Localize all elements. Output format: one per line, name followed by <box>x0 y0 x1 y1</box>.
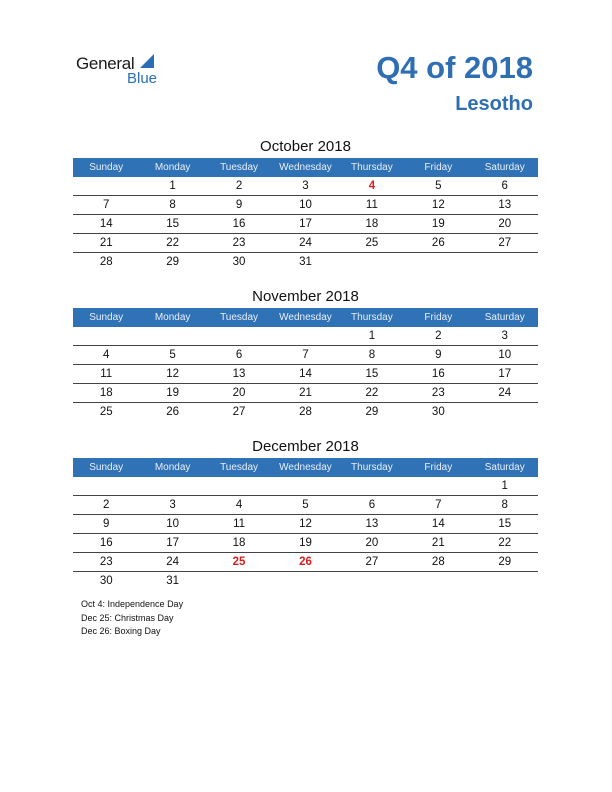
day-cell: 5 <box>169 349 176 361</box>
week-row <box>73 327 538 346</box>
day-cell <box>272 327 338 345</box>
day-cell: 24 <box>498 387 512 399</box>
day-cell: 12 <box>431 199 445 211</box>
month-title: November 2018 <box>252 288 359 305</box>
day-cell: 2 <box>103 499 110 511</box>
day-cell: 22 <box>365 387 379 399</box>
month-december <box>73 436 538 590</box>
day-cell: 12 <box>299 518 312 530</box>
day-cell: 9 <box>103 518 110 530</box>
weekday-label: Thursday <box>351 462 393 473</box>
day-cell: 21 <box>431 537 445 549</box>
weekday-label: Friday <box>424 312 453 323</box>
week-row <box>73 553 538 572</box>
day-cell <box>272 572 338 590</box>
day-cell: 19 <box>299 537 312 549</box>
day-cell: 6 <box>501 180 508 192</box>
week-row <box>73 534 538 553</box>
day-cell <box>405 572 471 590</box>
day-cell: 25 <box>365 237 379 249</box>
week-row <box>73 477 538 496</box>
holiday-day-cell: 26 <box>299 556 312 568</box>
day-cell <box>339 253 405 271</box>
day-cell: 30 <box>99 575 113 587</box>
week-row <box>73 515 538 534</box>
day-cell: 3 <box>302 180 309 192</box>
weekday-label: Monday <box>154 162 191 173</box>
day-cell <box>139 327 205 345</box>
week-row <box>73 196 538 215</box>
day-cell: 27 <box>232 406 246 418</box>
day-cell: 9 <box>435 349 442 361</box>
day-cell: 3 <box>501 330 508 342</box>
weekday-label: Wednesday <box>279 462 332 473</box>
day-cell: 30 <box>232 256 246 268</box>
day-cell: 6 <box>235 349 243 361</box>
day-cell: 9 <box>235 199 243 211</box>
day-cell: 7 <box>435 499 442 511</box>
day-cell: 1 <box>501 480 508 492</box>
day-cell: 28 <box>99 256 113 268</box>
day-cell: 19 <box>166 387 180 399</box>
day-cell <box>405 477 471 495</box>
weekday-label: Saturday <box>484 162 525 173</box>
day-cell: 18 <box>232 537 246 549</box>
day-cell: 20 <box>365 537 379 549</box>
day-cell: 10 <box>498 349 512 361</box>
day-cell: 10 <box>299 199 312 211</box>
day-cell: 7 <box>103 199 110 211</box>
day-cell: 15 <box>365 368 379 380</box>
day-cell <box>339 477 405 495</box>
day-cell: 16 <box>232 218 246 230</box>
day-cell: 8 <box>368 349 376 361</box>
day-cell: 29 <box>365 406 379 418</box>
day-cell <box>206 572 272 590</box>
day-cell: 21 <box>299 387 312 399</box>
day-cell: 11 <box>365 199 378 211</box>
day-cell <box>272 477 338 495</box>
day-cell: 24 <box>299 237 312 249</box>
week-row <box>73 384 538 403</box>
day-cell: 12 <box>166 368 180 380</box>
day-cell: 23 <box>431 387 445 399</box>
day-cell: 5 <box>302 499 309 511</box>
day-cell: 6 <box>368 499 376 511</box>
weekday-label: Monday <box>154 312 191 323</box>
day-cell: 27 <box>365 556 379 568</box>
day-cell: 23 <box>232 237 246 249</box>
weekday-label: Sunday <box>89 162 124 173</box>
month-november <box>73 286 538 421</box>
day-cell: 21 <box>99 237 113 249</box>
week-row <box>73 234 538 253</box>
day-cell: 13 <box>498 199 512 211</box>
day-cell <box>472 403 538 421</box>
day-cell <box>73 177 139 195</box>
weekday-header <box>73 158 538 177</box>
day-cell <box>206 327 272 345</box>
week-row <box>73 496 538 515</box>
weekday-label: Thursday <box>351 162 393 173</box>
month-title: December 2018 <box>252 438 359 455</box>
day-cell: 18 <box>99 387 113 399</box>
day-cell: 10 <box>166 518 180 530</box>
weekday-header <box>73 458 538 477</box>
weekday-label: Saturday <box>484 462 525 473</box>
day-cell: 28 <box>299 406 312 418</box>
weekday-label: Sunday <box>89 462 124 473</box>
day-cell: 19 <box>431 218 445 230</box>
weekday-label: Saturday <box>484 312 525 323</box>
holiday-notes <box>81 598 183 639</box>
logo-triangle-icon <box>140 54 154 68</box>
day-cell: 11 <box>233 518 246 530</box>
day-cell <box>139 477 205 495</box>
day-cell <box>405 253 471 271</box>
holiday-day-cell: 25 <box>232 556 246 568</box>
holiday-day-cell: 4 <box>368 180 376 192</box>
weekday-label: Tuesday <box>220 312 259 323</box>
day-cell: 28 <box>431 556 445 568</box>
day-cell: 13 <box>232 368 246 380</box>
week-row <box>73 346 538 365</box>
day-cell <box>73 327 139 345</box>
week-row <box>73 403 538 421</box>
day-cell: 30 <box>431 406 445 418</box>
day-cell: 3 <box>169 499 176 511</box>
weekday-label: Friday <box>424 162 453 173</box>
holiday-note: Dec 25: Christmas Day <box>81 612 174 623</box>
holiday-note: Dec 26: Boxing Day <box>81 626 161 636</box>
page-title: Q4 of 2018 <box>376 50 533 85</box>
weekday-label: Tuesday <box>220 462 259 473</box>
day-cell: 17 <box>498 368 512 380</box>
day-cell: 20 <box>498 218 512 230</box>
day-cell <box>206 477 272 495</box>
day-cell: 16 <box>431 368 445 380</box>
weekday-header <box>73 308 538 327</box>
day-cell: 22 <box>166 237 180 249</box>
day-cell: 1 <box>169 180 176 192</box>
logo <box>76 52 176 88</box>
day-cell: 11 <box>100 368 113 380</box>
weekday-label: Wednesday <box>279 162 332 173</box>
weekday-label: Monday <box>154 462 191 473</box>
week-row <box>73 365 538 384</box>
day-cell: 4 <box>103 349 110 361</box>
day-cell: 1 <box>368 330 376 342</box>
day-cell: 15 <box>166 218 180 230</box>
day-cell: 26 <box>166 406 180 418</box>
day-cell: 31 <box>166 575 180 587</box>
weekday-label: Thursday <box>351 312 393 323</box>
day-cell <box>73 477 139 495</box>
day-cell: 31 <box>299 256 312 268</box>
day-cell: 29 <box>498 556 512 568</box>
day-cell: 4 <box>235 499 243 511</box>
day-cell: 20 <box>232 387 246 399</box>
week-row <box>73 177 538 196</box>
day-cell: 17 <box>166 537 180 549</box>
day-cell: 14 <box>99 218 113 230</box>
day-cell: 23 <box>99 556 113 568</box>
day-cell: 8 <box>169 199 176 211</box>
day-cell: 2 <box>235 180 243 192</box>
day-cell: 17 <box>299 218 312 230</box>
day-cell: 5 <box>435 180 442 192</box>
weekday-label: Sunday <box>89 312 124 323</box>
day-cell: 16 <box>99 537 113 549</box>
weekday-label: Friday <box>424 462 453 473</box>
day-cell: 29 <box>166 256 180 268</box>
weekday-label: Wednesday <box>279 312 332 323</box>
logo-blue-text: Blue <box>127 70 158 87</box>
week-row <box>73 572 538 590</box>
day-cell <box>472 572 538 590</box>
day-cell <box>339 572 405 590</box>
weekday-label: Tuesday <box>220 162 259 173</box>
day-cell: 25 <box>99 406 113 418</box>
day-cell: 27 <box>498 237 512 249</box>
day-cell: 13 <box>365 518 379 530</box>
day-cell: 14 <box>299 368 312 380</box>
holiday-note: Oct 4: Independence Day <box>81 599 184 609</box>
day-cell: 22 <box>498 537 512 549</box>
day-cell: 26 <box>431 237 445 249</box>
month-october <box>73 136 538 271</box>
day-cell: 2 <box>435 330 442 342</box>
week-row <box>73 253 538 271</box>
day-cell: 8 <box>501 499 508 511</box>
day-cell: 7 <box>302 349 309 361</box>
day-cell: 18 <box>365 218 379 230</box>
day-cell: 15 <box>498 518 512 530</box>
day-cell <box>472 253 538 271</box>
logo-general-text: General <box>76 54 135 73</box>
week-row <box>73 215 538 234</box>
day-cell: 14 <box>431 518 445 530</box>
day-cell: 24 <box>166 556 180 568</box>
month-title: October 2018 <box>260 138 351 155</box>
country-name: Lesotho <box>455 93 533 115</box>
